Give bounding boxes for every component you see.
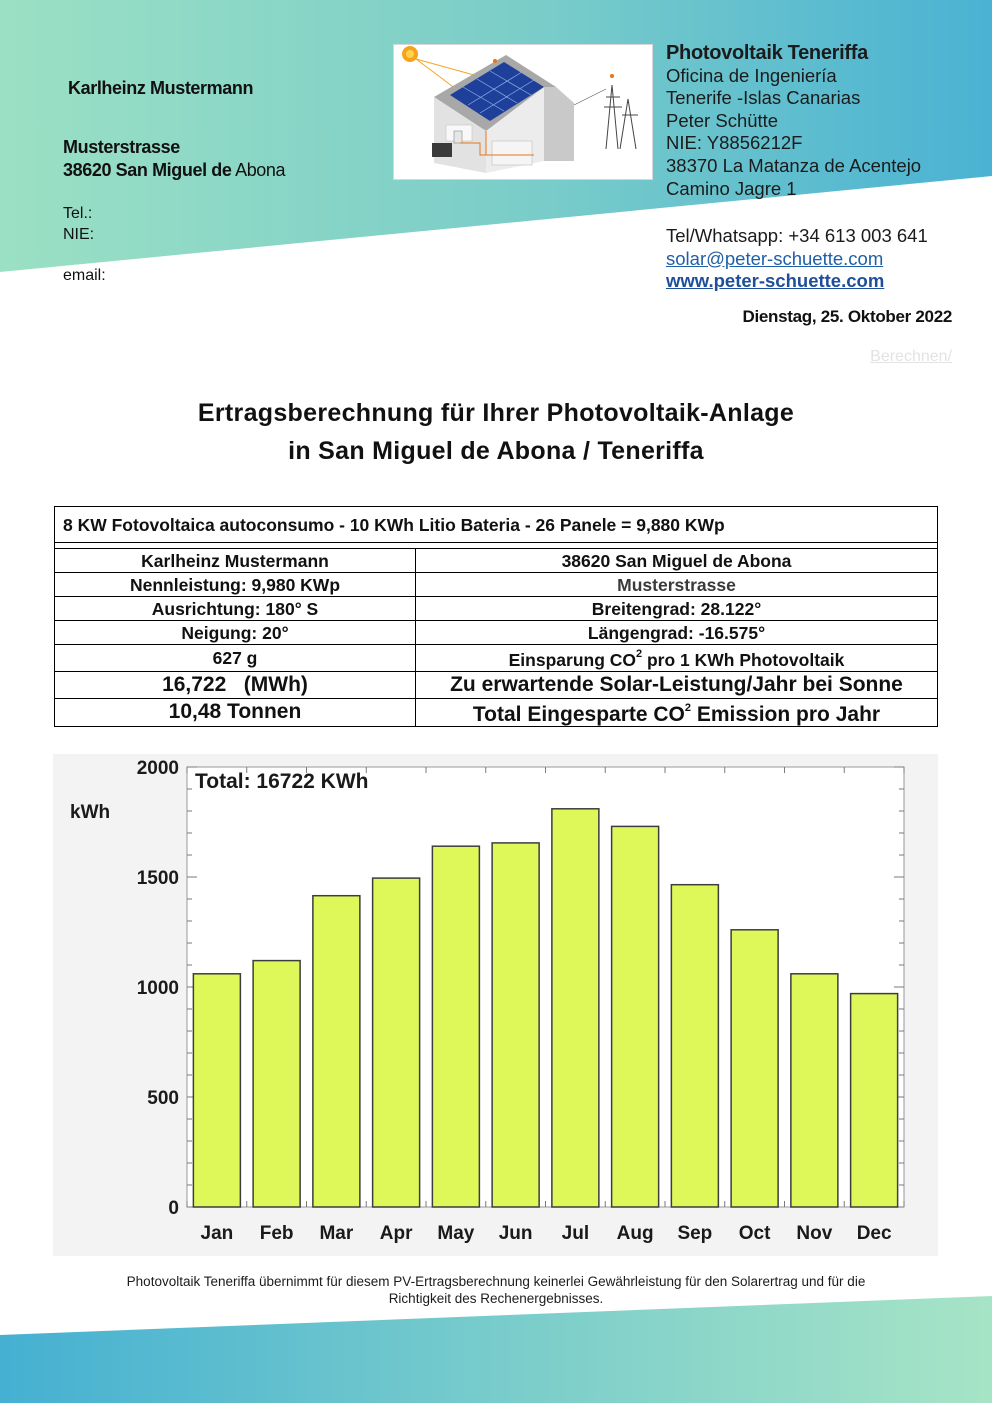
title-line-2: in San Miguel de Abona / Teneriffa [288, 437, 704, 465]
x-tick-label: Nov [796, 1223, 833, 1244]
chart-bar [731, 930, 778, 1207]
summary-latitude: Breitengrad: 28.122° [416, 597, 938, 621]
chart-bar [492, 843, 539, 1207]
y-tick-label: 1000 [136, 978, 179, 999]
footer-wave [0, 1296, 992, 1403]
table-row [55, 621, 938, 645]
company-office: Oficina de Ingeniería [666, 64, 837, 86]
chart-bar [253, 961, 300, 1207]
company-street: Camino Jagre 1 [666, 177, 797, 199]
solar-house-illustration [393, 44, 653, 180]
customer-email-label: email: [63, 267, 106, 284]
summary-co2-total-value: 10,48 Tonnen [55, 698, 416, 726]
summary-tilt: Neigung: 20° [55, 621, 416, 645]
x-tick-label: May [437, 1223, 475, 1244]
summary-co2-per-kwh-value: 627 g [55, 645, 416, 672]
disclaimer-line-2: Richtigkeit des Rechenergebnisses. [388, 1291, 604, 1306]
summary-longitude: Längengrad: -16.575° [416, 621, 938, 645]
x-tick-label: Mar [319, 1223, 354, 1244]
table-row [55, 573, 938, 597]
x-tick-label: Aug [616, 1223, 654, 1244]
chart-bar [313, 896, 360, 1207]
y-tick-label: 0 [168, 1198, 179, 1219]
x-tick-label: Jan [200, 1223, 234, 1244]
table-row [55, 549, 938, 573]
company-person: Peter Schütte [666, 109, 779, 131]
x-tick-label: Feb [259, 1223, 294, 1244]
x-tick-label: Dec [856, 1223, 892, 1244]
chart-bar [851, 994, 898, 1207]
y-tick-label: 500 [147, 1088, 179, 1109]
document-date: Dienstag, 25. Oktober 2022 [742, 307, 952, 326]
chart-bar [432, 846, 479, 1207]
table-row [55, 698, 938, 726]
company-region: Tenerife -Islas Canarias [666, 87, 861, 109]
y-tick-label: 2000 [136, 758, 179, 779]
x-tick-label: Oct [738, 1223, 771, 1244]
system-summary-table [54, 506, 938, 727]
company-postal: 38370 La Matanza de Acentejo [666, 154, 922, 176]
house-diagram-icon [394, 45, 652, 179]
customer-street: Musterstrasse [63, 137, 180, 157]
chart-bar [193, 974, 240, 1207]
table-row [55, 645, 938, 672]
summary-customer-city: 38620 San Miguel de Abona [416, 549, 938, 573]
chart-bar [671, 885, 718, 1207]
summary-annual-yield-label: Zu erwartende Solar-Leistung/Jahr bei Sonne [416, 671, 938, 698]
chart-bar [552, 809, 599, 1207]
chart-title: Total: 16722 KWh [195, 770, 369, 793]
table-row [55, 671, 938, 698]
company-name: Photovoltaik Teneriffa [666, 42, 868, 64]
y-tick-label: 1500 [136, 868, 179, 889]
company-nie: NIE: Y8856212F [666, 132, 803, 154]
company-website-link[interactable]: www.peter-schuette.com [666, 270, 885, 292]
customer-city-rest: Abona [235, 160, 286, 180]
chart-bar [791, 974, 838, 1207]
summary-header: 8 KW Fotovoltaica autoconsumo - 10 KWh Litio Bateria - 26 Panele = 9,880 KWp [55, 507, 938, 543]
customer-city-bold: 38620 San Miguel de [63, 160, 232, 180]
x-tick-label: Jun [498, 1223, 533, 1244]
summary-orientation: Ausrichtung: 180° S [55, 597, 416, 621]
y-axis-label: kWh [70, 802, 111, 823]
document-title [0, 394, 992, 470]
x-tick-label: Sep [677, 1223, 713, 1244]
summary-co2-per-kwh-label: Einsparung $CO^2$ pro 1 KWh Photovoltaik [416, 645, 938, 672]
summary-co2-total-label: Total Eingesparte $CO^2$ Emission pro Jahr [416, 698, 938, 726]
company-contact-block [666, 225, 986, 293]
company-address-block [666, 42, 986, 200]
customer-city [63, 160, 285, 181]
summary-annual-yield-value: 16,722 (MWh) [55, 671, 416, 698]
disclaimer [80, 1273, 912, 1307]
summary-customer-street: Musterstrasse [416, 573, 938, 597]
chart-bar [612, 826, 659, 1207]
calculate-link[interactable]: Berechnen/ [870, 348, 952, 365]
x-tick-label: Apr [379, 1223, 413, 1244]
title-line-1: Ertragsberechnung für Ihrer Photovoltaik-Anlage [197, 399, 795, 427]
summary-header-row [55, 507, 938, 543]
company-email-link[interactable]: solar@peter-schuette.com [666, 247, 884, 269]
customer-name: Karlheinz Mustermann [68, 78, 254, 98]
x-tick-label: Jul [561, 1223, 590, 1244]
disclaimer-line-1: Photovoltaik Teneriffa übernimmt für diesem PV-Ertragsberechnung keinerlei Gewährleistung für den Solarertrag und für die [126, 1274, 866, 1289]
customer-nie-label: NIE: [63, 226, 95, 243]
customer-tel-label: Tel.: [63, 205, 93, 222]
summary-rated-power: Nennleistung: 9,980 KWp [55, 573, 416, 597]
company-phone: Tel/Whatsapp: +34 613 003 641 [666, 225, 928, 246]
monthly-yield-chart [53, 754, 938, 1256]
summary-customer-name: Karlheinz Mustermann [55, 549, 416, 573]
chart-bar [373, 878, 420, 1207]
table-row [55, 597, 938, 621]
